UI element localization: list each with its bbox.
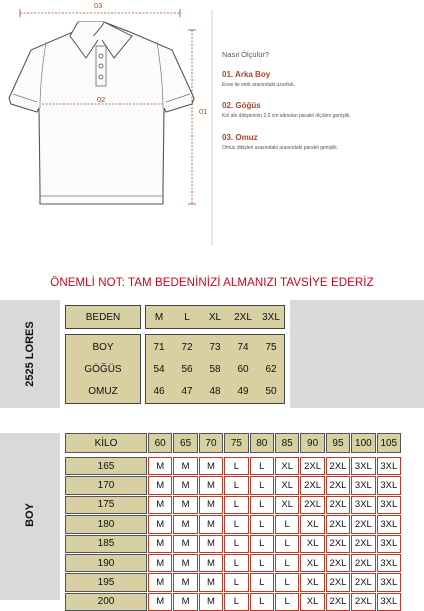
guide-item-back-length-title: 01. Arka Boy xyxy=(222,70,271,79)
measurement-row-label: BOY xyxy=(92,341,114,353)
weight-header-cell: 70 xyxy=(199,433,223,453)
height-row-label: 180 xyxy=(65,515,147,533)
dimension-label-length: 01 xyxy=(199,107,208,116)
fit-size-cell: 2XL xyxy=(300,457,324,475)
fit-size-cell: 2XL xyxy=(351,515,375,533)
weight-header-cell: 95 xyxy=(326,433,350,453)
fit-size-cell: XL xyxy=(300,535,324,553)
fit-size-cell: L xyxy=(250,593,274,611)
measurement-row-label: OMUZ xyxy=(88,385,118,397)
fit-size-cell: 3XL xyxy=(351,476,375,494)
measurement-cell: 56 xyxy=(181,363,193,375)
fit-size-cell: L xyxy=(224,593,248,611)
measurement-cell: 58 xyxy=(209,363,221,375)
fit-size-cell: M xyxy=(148,476,172,494)
fit-size-cell: M xyxy=(199,457,223,475)
fit-size-cell: M xyxy=(173,573,197,591)
fit-size-cell: 2XL xyxy=(300,476,324,494)
fit-size-cell: L xyxy=(224,457,248,475)
fit-size-cell: 2XL xyxy=(351,535,375,553)
fit-size-cell: XL xyxy=(300,515,324,533)
fit-size-cell: XL xyxy=(275,496,299,514)
fit-size-cell: 3XL xyxy=(377,496,401,514)
weight-header-cell: 105 xyxy=(377,433,401,453)
fit-size-cell: 2XL xyxy=(351,573,375,591)
fit-size-cell: M xyxy=(199,515,223,533)
fit-size-cell: 2XL xyxy=(351,593,375,611)
fit-size-cell: 3XL xyxy=(377,535,401,553)
size-header-cell: XL xyxy=(208,311,222,323)
height-axis-label: BOY xyxy=(24,503,36,527)
size-header-cell: 2XL xyxy=(234,311,252,323)
size-header-label: BEDEN xyxy=(65,305,141,329)
dimension-label-shoulder: 03 xyxy=(94,1,103,10)
fit-size-cell: L xyxy=(275,554,299,572)
fit-size-cell: 3XL xyxy=(377,554,401,572)
fit-size-cell: L xyxy=(275,535,299,553)
fit-size-cell: M xyxy=(173,593,197,611)
fit-size-cell: L xyxy=(275,515,299,533)
fit-size-cell: XL xyxy=(300,593,324,611)
model-label: 2525 LORES xyxy=(24,321,36,387)
fit-size-cell: M xyxy=(148,593,172,611)
weight-header-cell: 90 xyxy=(300,433,324,453)
fit-size-cell: L xyxy=(224,476,248,494)
polo-shirt-illustration xyxy=(0,0,424,258)
important-notice: ÖNEMLİ NOT: TAM BEDENİNİZİ ALMANIZI TAVSİYE EDERİZ xyxy=(50,277,374,289)
fit-size-cell: 2XL xyxy=(326,573,350,591)
measurement-table xyxy=(0,300,424,408)
measurement-cell: 46 xyxy=(153,385,165,397)
fit-size-cell: 2XL xyxy=(300,496,324,514)
fit-size-cell: L xyxy=(224,496,248,514)
guide-item-back-length-desc: Ense ile etek arasındaki uzunluk. xyxy=(222,82,296,88)
fit-size-cell: L xyxy=(275,573,299,591)
shirt-diagram xyxy=(0,0,424,258)
weight-header-cell: 85 xyxy=(275,433,299,453)
fit-size-cell: XL xyxy=(275,476,299,494)
fit-size-cell: XL xyxy=(275,457,299,475)
fit-size-cell: M xyxy=(199,593,223,611)
fit-size-cell: M xyxy=(199,573,223,591)
fit-size-cell: L xyxy=(250,496,274,514)
measurement-cell: 71 xyxy=(153,341,165,353)
fit-size-cell: 2XL xyxy=(326,554,350,572)
fit-size-cell: L xyxy=(224,535,248,553)
height-row-label: 165 xyxy=(65,457,147,475)
fit-size-cell: 3XL xyxy=(377,476,401,494)
fit-size-cell: M xyxy=(148,554,172,572)
fit-size-cell: M xyxy=(148,535,172,553)
weight-header-cell: 75 xyxy=(224,433,248,453)
measurement-cell: 48 xyxy=(209,385,221,397)
fit-size-cell: L xyxy=(250,554,274,572)
fit-size-cell: M xyxy=(173,515,197,533)
fit-size-cell: L xyxy=(250,573,274,591)
fit-size-cell: L xyxy=(250,457,274,475)
fit-size-cell: L xyxy=(224,515,248,533)
size-header-cell: 3XL xyxy=(262,311,280,323)
fit-size-cell: 3XL xyxy=(351,457,375,475)
dimension-label-chest: 02 xyxy=(97,95,106,104)
weight-header-cell: 80 xyxy=(250,433,274,453)
fit-size-cell: M xyxy=(199,476,223,494)
measurement-cell: 60 xyxy=(237,363,249,375)
fit-size-cell: 3XL xyxy=(377,515,401,533)
fit-size-cell: L xyxy=(250,476,274,494)
fit-size-cell: 2XL xyxy=(326,476,350,494)
weight-header-cell: 100 xyxy=(351,433,375,453)
fit-size-cell: M xyxy=(173,554,197,572)
guide-item-shoulder-desc: Omuz dikişleri arasındaki arasındaki paralel genişlik. xyxy=(222,145,339,151)
fit-size-cell: M xyxy=(199,496,223,514)
guide-item-chest-desc: Kol altı dikişlerinin 2,5 cm altından paralel ölçülen genişlik. xyxy=(222,113,351,119)
size-header-cell: M xyxy=(154,311,164,323)
height-row-label: 175 xyxy=(65,496,147,514)
fit-size-cell: 2XL xyxy=(351,554,375,572)
measurement-cell: 49 xyxy=(237,385,249,397)
fit-size-cell: L xyxy=(250,535,274,553)
fit-size-cell: M xyxy=(173,457,197,475)
fit-size-cell: 2XL xyxy=(326,593,350,611)
fit-size-cell: 2XL xyxy=(326,496,350,514)
fit-size-cell: 2XL xyxy=(326,515,350,533)
weight-header-cell: 65 xyxy=(173,433,197,453)
measurement-cell: 74 xyxy=(237,341,249,353)
fit-size-cell: M xyxy=(148,457,172,475)
size-header-cell: L xyxy=(184,311,190,323)
fit-size-cell: 3XL xyxy=(377,457,401,475)
fit-size-cell: M xyxy=(173,496,197,514)
fit-size-cell: L xyxy=(224,573,248,591)
fit-size-cell: 3XL xyxy=(351,496,375,514)
height-row-label: 200 xyxy=(65,593,147,611)
fit-size-cell: 2XL xyxy=(326,535,350,553)
measurement-cell: 75 xyxy=(265,341,277,353)
guide-title: Nasıl Ölçülür? xyxy=(222,50,270,59)
fit-size-cell: M xyxy=(199,535,223,553)
measurement-cell: 47 xyxy=(181,385,193,397)
fit-table xyxy=(0,433,424,608)
measurement-cell: 54 xyxy=(153,363,165,375)
guide-item-chest-title: 02. Göğüs xyxy=(222,101,261,110)
fit-size-cell: XL xyxy=(300,573,324,591)
fit-size-cell: M xyxy=(199,554,223,572)
measurement-cell: 50 xyxy=(265,385,277,397)
fit-size-cell: 2XL xyxy=(326,457,350,475)
fit-size-cell: L xyxy=(275,593,299,611)
measurement-cell: 73 xyxy=(209,341,221,353)
fit-size-cell: 3XL xyxy=(377,573,401,591)
fit-size-cell: M xyxy=(148,573,172,591)
measurement-cell: 72 xyxy=(181,341,193,353)
guide-item-shoulder-title: 03. Omuz xyxy=(222,133,258,142)
fit-size-cell: M xyxy=(173,476,197,494)
fit-size-cell: M xyxy=(148,496,172,514)
fit-size-cell: L xyxy=(224,554,248,572)
fit-size-cell: M xyxy=(173,535,197,553)
fit-size-cell: 3XL xyxy=(377,593,401,611)
weight-header-cell: 60 xyxy=(148,433,172,453)
height-row-label: 190 xyxy=(65,554,147,572)
measurement-row-label: GÖĞÜS xyxy=(84,363,122,375)
weight-header-label: KİLO xyxy=(65,433,147,453)
fit-size-cell: L xyxy=(250,515,274,533)
height-row-label: 170 xyxy=(65,476,147,494)
fit-size-cell: XL xyxy=(300,554,324,572)
height-row-label: 195 xyxy=(65,573,147,591)
fit-size-cell: M xyxy=(148,515,172,533)
height-row-label: 185 xyxy=(65,535,147,553)
measurement-cell: 62 xyxy=(265,363,277,375)
